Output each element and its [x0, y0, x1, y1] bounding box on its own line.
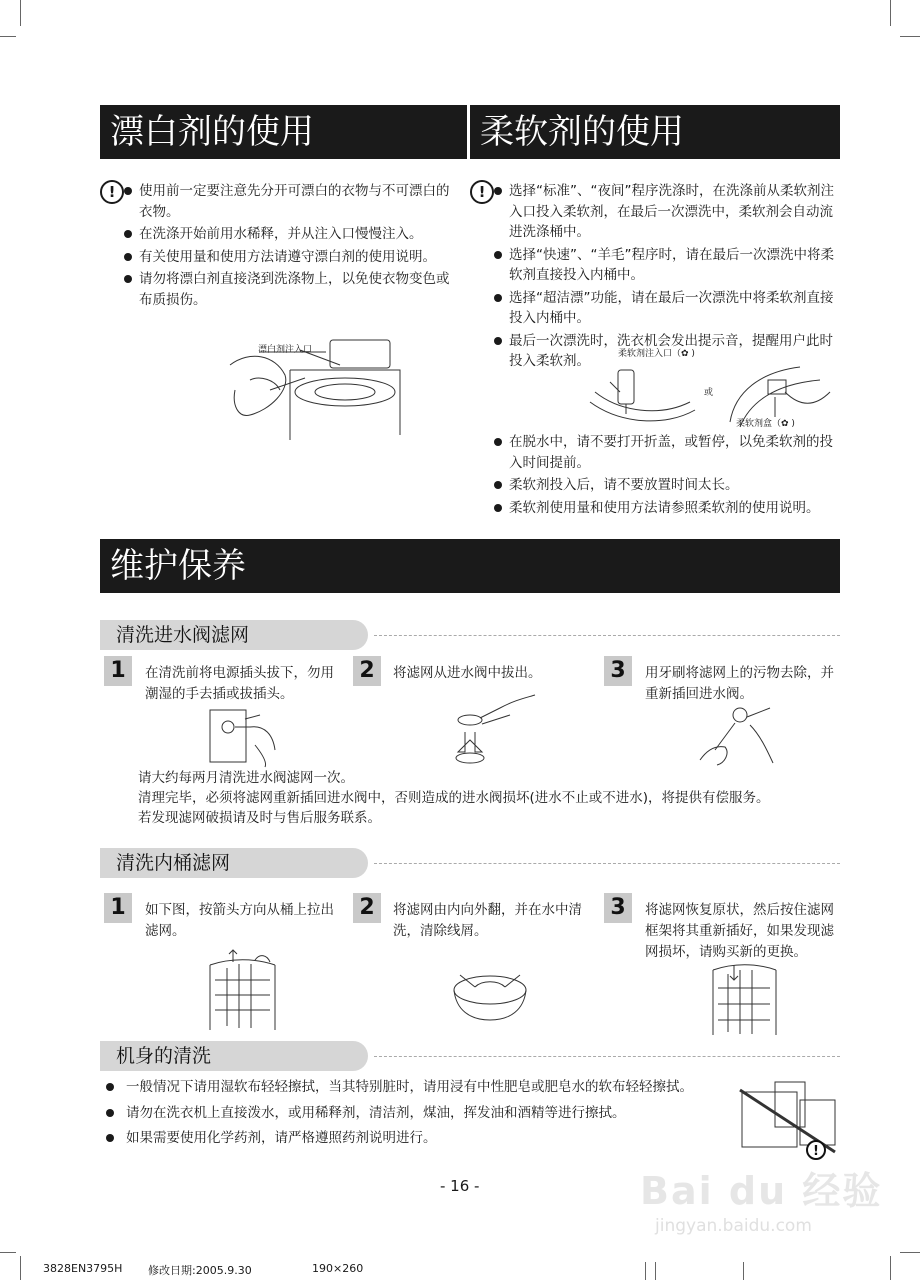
- step-text: 在清洗前将电源插头拔下，勿用潮湿的手去插或拔插头。: [145, 665, 334, 702]
- step-number: 1: [104, 656, 132, 686]
- pull-filter-illustration: [205, 950, 280, 1035]
- crop-mark: [0, 36, 16, 37]
- body-clean-item: 如果需要使用化学药剂，请严格遵照药剂说明进行。: [104, 1128, 744, 1149]
- watermark-url: jingyan.baidu.com: [655, 1216, 812, 1236]
- softener-box-label-text: 柔软剂盒（: [736, 419, 782, 429]
- softener-or-label: 或: [704, 388, 714, 398]
- caution-icon: !: [100, 180, 124, 204]
- bleach-figure-label: 漂白剂注入口: [258, 345, 313, 355]
- crop-mark: [20, 0, 21, 26]
- bleach-item: 使用前一定要注意先分开可漂白的衣物与不可漂白的衣物。: [122, 181, 462, 222]
- page-number: - 16 -: [440, 1177, 480, 1195]
- softener-item: 柔软剂使用量和使用方法请参照柔软剂的使用说明。: [492, 498, 842, 519]
- brush-filter-illustration: [695, 705, 775, 767]
- body-clean-list: [104, 1077, 744, 1149]
- divider: [374, 863, 840, 864]
- crop-mark: [900, 1252, 920, 1253]
- softener-item: 选择“快速”、“羊毛”程序时，请在最后一次漂洗中将柔软剂直接投入内桶中。: [492, 245, 842, 286]
- softener-inlet-label: [618, 349, 695, 360]
- bleach-item: 在洗涤开始前用水稀释，并从注入口慢慢注入。: [122, 224, 462, 245]
- crop-mark: [20, 1256, 21, 1280]
- reinsert-filter-illustration: [708, 960, 780, 1040]
- footer-revision: 修改日期:2005.9.30: [148, 1264, 252, 1277]
- softener-symbol-icon: ✿ ): [781, 419, 795, 429]
- softener-list-top: [492, 181, 842, 372]
- watermark-logo: Bai du 经验: [640, 1169, 883, 1213]
- softener-item: 选择“标准”、“夜间”程序洗涤时，在洗涤前从柔软剂注入口投入柔软剂，在最后一次漂洗中，柔软剂会自动流进洗涤桶中。: [492, 181, 842, 243]
- inlet-note: 请大约每两月清洗进水阀滤网一次。: [138, 770, 354, 786]
- crop-mark: [900, 36, 920, 37]
- svg-text:!: !: [813, 1144, 819, 1159]
- inlet-note: 若发现滤网破损请及时与售后服务联系。: [138, 810, 381, 826]
- softener-item: 选择“超洁漂”功能，请在最后一次漂洗中将柔软剂直接投入内桶中。: [492, 288, 842, 329]
- crop-mark: [655, 1262, 656, 1280]
- wash-filter-illustration: [450, 965, 530, 1025]
- step-text: 将滤网从进水阀中拔出。: [393, 665, 542, 681]
- softener-item: 柔软剂投入后，请不要放置时间太长。: [492, 475, 842, 496]
- crop-mark: [0, 1252, 16, 1253]
- softener-item: 最后一次漂洗时，洗衣机会发出提示音，提醒用户此时投入柔软剂。: [492, 331, 842, 372]
- step-number: 1: [104, 893, 132, 923]
- softener-symbol-icon: ✿ ): [681, 349, 695, 359]
- step-number: 2: [353, 893, 381, 923]
- crop-mark: [743, 1262, 744, 1280]
- bleach-inlet-illustration: [230, 330, 410, 445]
- bleach-list: [122, 181, 462, 310]
- step-text: 用牙刷将滤网上的污物去除，并重新插回进水阀。: [645, 665, 834, 702]
- footer-doc-code: 3828EN3795H: [43, 1262, 123, 1275]
- step-number: 3: [604, 656, 632, 686]
- divider: [374, 1056, 840, 1057]
- softener-list-bottom: [492, 432, 842, 518]
- body-clean-subheader: 机身的清洗: [100, 1041, 368, 1071]
- step-text: 将滤网由内向外翻，并在水中清洗，清除线屑。: [393, 902, 582, 939]
- body-clean-item: 请勿在洗衣机上直接泼水，或用稀释剂，清洁剂，煤油，挥发油和酒精等进行擦拭。: [104, 1103, 744, 1124]
- maintenance-section-header: 维护保养: [100, 539, 840, 593]
- body-clean-item: 一般情况下请用湿软布轻轻擦拭，当其特别脏时，请用浸有中性肥皂或肥皂水的软布轻轻擦拭。: [104, 1077, 744, 1098]
- bleach-section-header: 漂白剂的使用: [100, 105, 467, 159]
- tub-filter-subheader: 清洗内桶滤网: [100, 848, 368, 878]
- softener-section-header: 柔软剂的使用: [470, 105, 840, 159]
- softener-inlet-illustration: [590, 362, 840, 432]
- softener-item: 在脱水中，请不要打开折盖，或暂停，以免柔软剂的投入时间提前。: [492, 432, 842, 473]
- crop-mark: [890, 0, 891, 26]
- step-text: 如下图，按箭头方向从桶上拉出滤网。: [145, 902, 334, 939]
- step-number: 3: [604, 893, 632, 923]
- crop-mark: [890, 1256, 891, 1280]
- bleach-item: 有关使用量和使用方法请遵守漂白剂的使用说明。: [122, 247, 462, 268]
- caution-icon: !: [470, 180, 494, 204]
- inlet-filter-subheader: 清洗进水阀滤网: [100, 620, 368, 650]
- divider: [374, 635, 840, 636]
- softener-inlet-label-text: 柔软剂注入口（: [618, 349, 682, 359]
- step-text: 将滤网恢复原状，然后按住滤网框架将其重新插好，如果发现滤网损坏，请购买新的更换。: [645, 902, 834, 960]
- unplug-illustration: [205, 705, 280, 767]
- step-number: 2: [353, 656, 381, 686]
- remove-filter-illustration: [440, 690, 540, 770]
- crop-mark: [645, 1262, 646, 1280]
- inlet-note: 清理完毕，必须将滤网重新插回进水阀中，否则造成的进水阀损坏(进水不止或不进水)，将提供有偿服务。: [138, 790, 770, 806]
- bleach-item: 请勿将漂白剂直接浇到洗涤物上，以免使衣物变色或布质损伤。: [122, 269, 462, 310]
- footer-size: 190×260: [312, 1262, 364, 1275]
